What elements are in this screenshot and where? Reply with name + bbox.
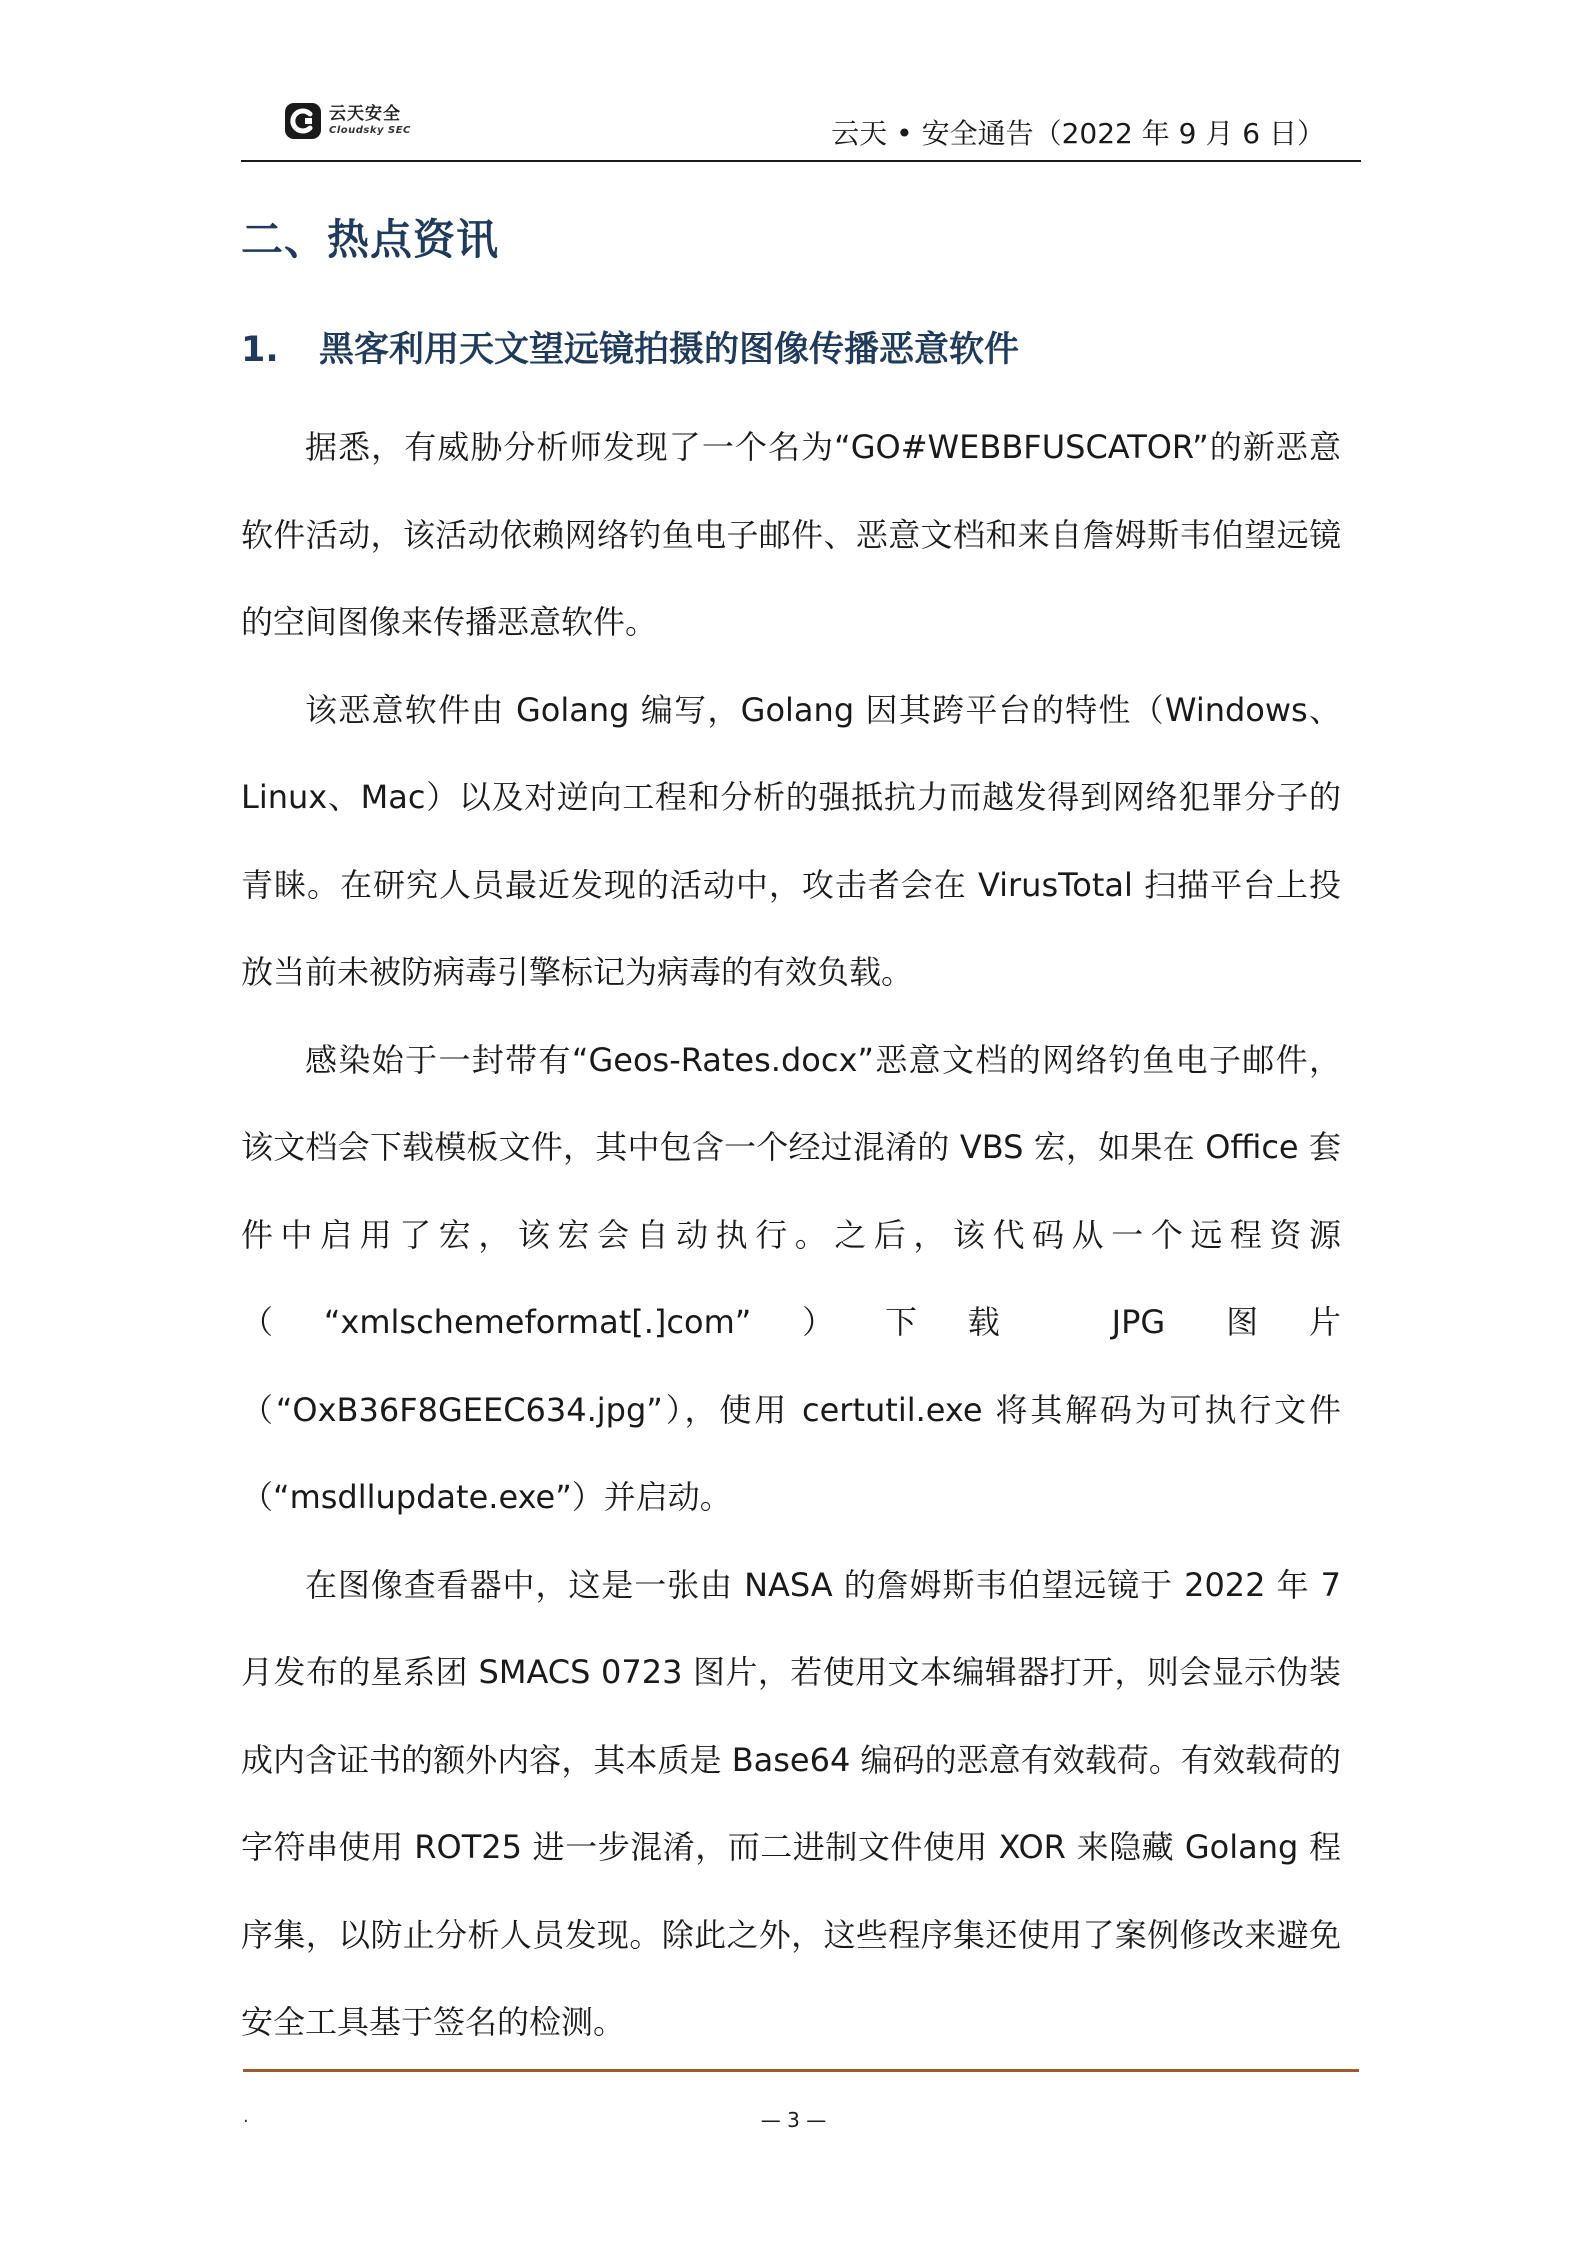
- article-body: [241, 404, 1341, 2067]
- paragraph: 该恶意软件由 Golang 编写，Golang 因其跨平台的特性（Windows、Linux、Mac）以及对逆向工程和分析的强抵抗力而越发得到网络犯罪分子的青睐。在研究人员最近发现的活动中，攻击者会在 VirusTotal 扫描平台上投放当前未被防病毒引擎标记为病毒的有效负载。: [241, 690, 1341, 991]
- article-heading: [241, 322, 1019, 372]
- paragraph: 感染始于一封带有“Geos-Rates.docx”恶意文档的网络钓鱼电子邮件，该文档会下载模板文件，其中包含一个经过混淆的 VBS 宏，如果在 Office 套件中启用了宏，该宏会自动执行。之后，该代码从一个远程资源（“xmlschemeformat[.]com”）下载 JPG 图片（“OxB36F8GEEC634.jpg”），使用 certutil.exe 将其解码为可执行文件（“msdllupdate.exe”）并启动。: [241, 1040, 1341, 1516]
- logo-chinese-name: 云天安全: [329, 104, 401, 124]
- header-title: 云天 • 安全通告（2022 年 9 月 6 日）: [831, 117, 1325, 150]
- section-heading: 二、热点资讯: [241, 215, 500, 264]
- paragraph: 在图像查看器中，这是一张由 NASA 的詹姆斯韦伯望远镜于 2022 年 7 月发布的星系团 SMACS 0723 图片，若使用文本编辑器打开，则会显示伪装成内含证书的额外内容，其本质是 Base64 编码的恶意有效载荷。有效载荷的字符串使用 ROT25 进一步混淆，而二进制文件使用 XOR 来隐藏 Golang 程序集，以防止分析人员发现。除此之外，这些程序集还使用了案例修改来避免安全工具基于签名的检测。: [241, 1565, 1341, 2041]
- cloudsky-logo-icon: [283, 101, 323, 141]
- article-title: 黑客利用天文望远镜拍摄的图像传播恶意软件: [319, 330, 1020, 370]
- footer-mark: .: [243, 2106, 249, 2127]
- paragraph: 据悉，有威胁分析师发现了一个名为“GO#WEBBFUSCATOR”的新恶意软件活动，该活动依赖网络钓鱼电子邮件、恶意文档和来自詹姆斯韦伯望远镜的空间图像来传播恶意软件。: [241, 428, 1341, 641]
- footer-divider: [243, 2069, 1359, 2072]
- company-logo: [283, 98, 411, 144]
- header-divider: [241, 160, 1361, 162]
- page-number: — 3 —: [760, 2108, 827, 2132]
- logo-english-name: Cloudsky SEC: [329, 125, 411, 136]
- article-number: 1.: [241, 330, 279, 370]
